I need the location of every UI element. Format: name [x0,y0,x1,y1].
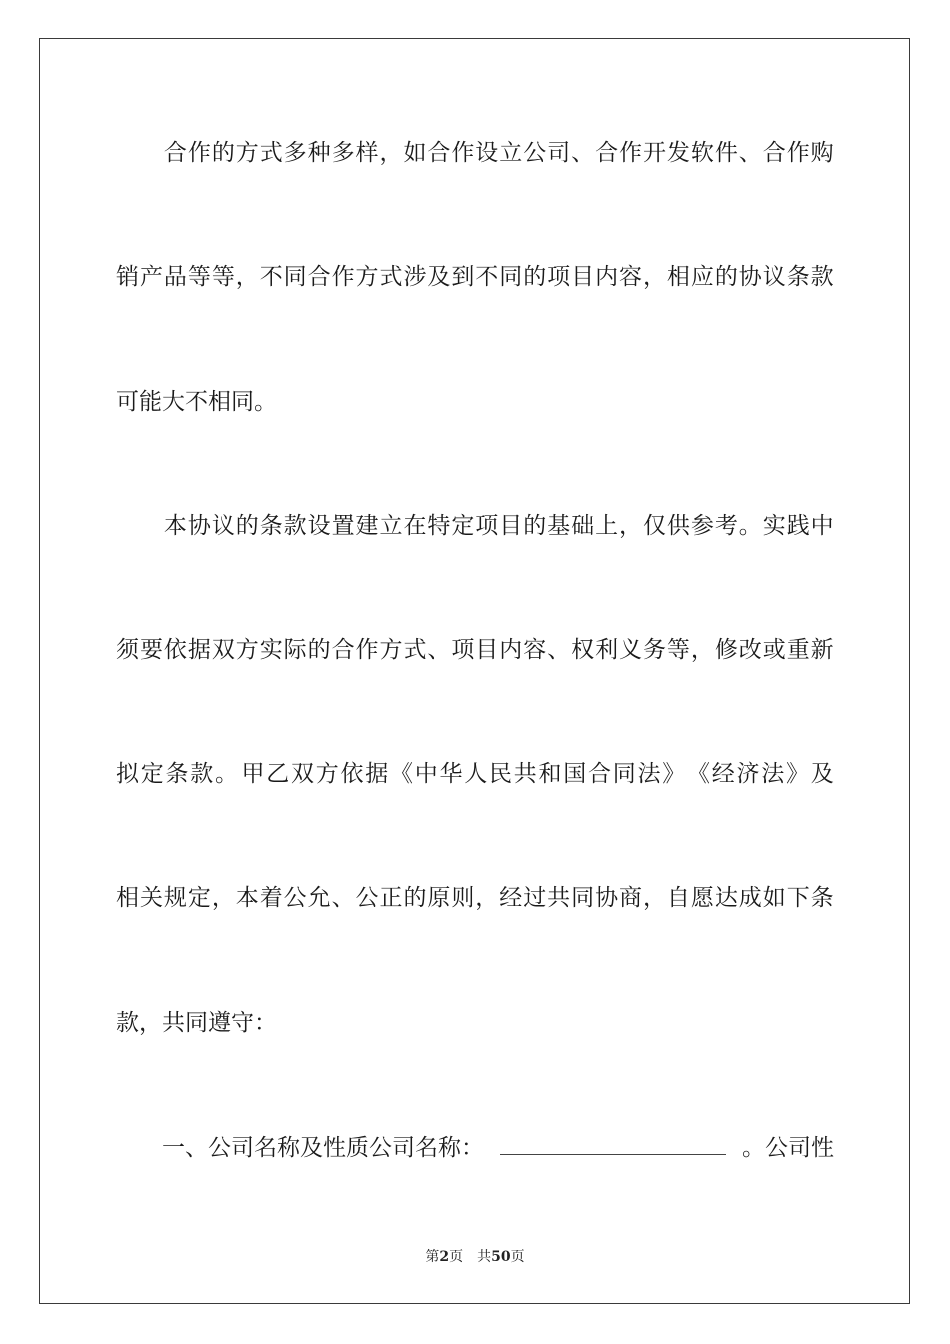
footer-total-pages: 50 [491,1249,511,1265]
footer-total-unit: 页 [510,1249,525,1265]
page-footer [0,1248,950,1266]
page-border [39,38,910,1304]
text-line-company-name [116,1132,834,1163]
footer-page-prefix: 第 [425,1249,440,1265]
text-line: 合 作 的 方 式 多 种 多 样 ， 如 合 作 设 立 公 司 、 合 作 开 发 软 件 、 合 作 购 [163,140,834,166]
text-line: 可能大不相同。 [116,389,277,415]
footer-page-unit: 页 [449,1249,464,1265]
text-line: 须 要 依 据 双 方 实 际 的 合 作 方 式 、 项 目 内 容 、 权 利 义 务 等 ， 修 改 或 重 新 [116,637,834,663]
text-line: 款，共同遵守： [116,1010,277,1036]
text-line: 拟 定 条 款 。 甲 乙 双 方 依 据 《 中 华 人 民 共 和 国 合 同 法 》 《 经 济 法 》 及 [116,761,834,787]
footer-total-prefix: 共 [477,1249,492,1265]
company-name-blank [500,1132,726,1155]
text-line: 相 关 规 定 ， 本 着 公 允 、 公 正 的 原 则 ， 经 过 共 同 协 商 ， 自 愿 达 成 如 下 条 [116,885,834,911]
text-line: 本 协 议 的 条 款 设 置 建 立 在 特 定 项 目 的 基 础 上 ， 仅 供 参 考 。 实 践 中 [163,513,834,539]
text-line: 销 产 品 等 等 ， 不 同 合 作 方 式 涉 及 到 不 同 的 项 目 内 容 ， 相 应 的 协 议 条 款 [116,264,834,290]
footer-page-number: 2 [439,1249,450,1265]
company-name-label: 一、公司名称及性质公司名称： [116,1135,484,1161]
company-nature-label: 。公司性 [742,1135,834,1161]
